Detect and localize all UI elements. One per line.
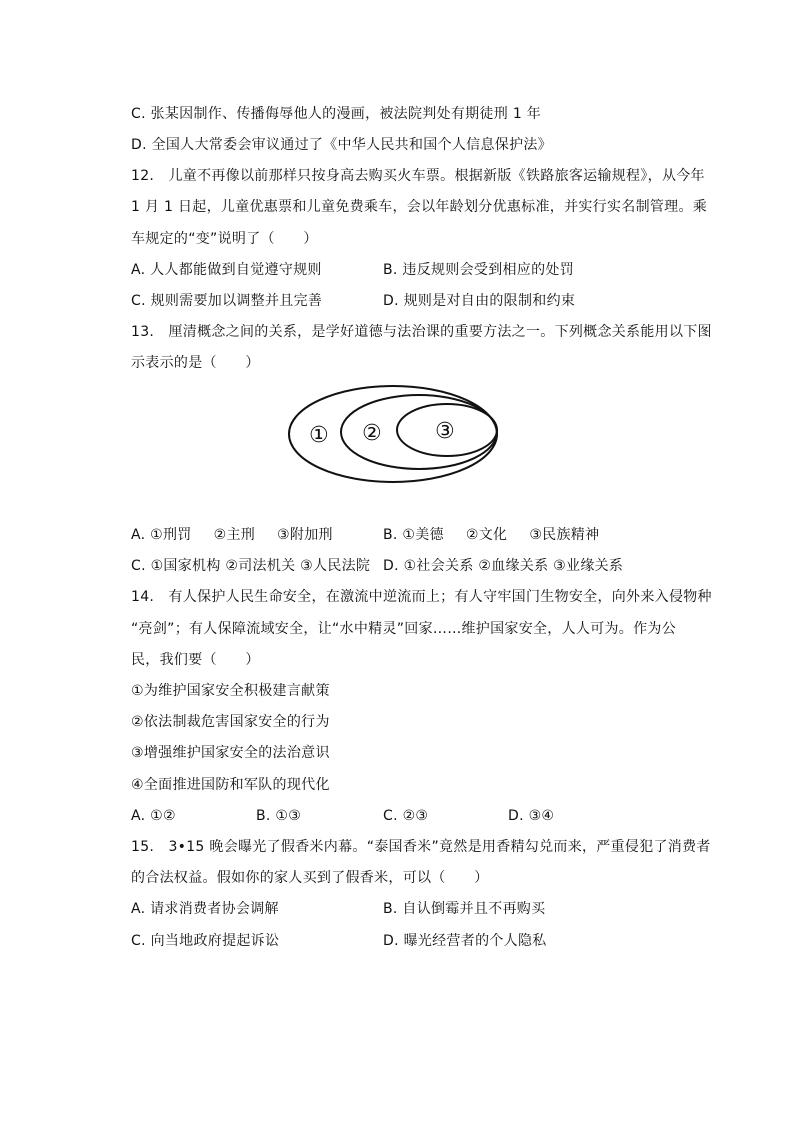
q13-option-d[interactable]: D. ①社会关系 ②血缘关系 ③业缘关系	[383, 558, 624, 574]
q12-stem-line-1: 12. 儿童不再像以前那样只按身高去购买火车票。根据新版《铁路旅客运输规程》，从今年	[131, 168, 705, 184]
q13-option-a-item-2: ②主刑	[213, 527, 256, 543]
nested-ellipses-diagram	[287, 384, 517, 484]
q14-option-a[interactable]: A. ①②	[131, 808, 176, 824]
q14-option-d[interactable]: D. ③④	[508, 808, 555, 824]
diagram-label-3: ③	[435, 419, 455, 444]
q14-item-2: ②依法制裁危害国家安全的行为	[131, 714, 330, 730]
q15-option-a[interactable]: A. 请求消费者协会调解	[131, 901, 279, 917]
q13-option-a-item-1: ①刑罚	[150, 527, 192, 543]
q11-option-d[interactable]: D. 全国人大常委会审议通过了《中华人民共和国个人信息保护法》	[131, 137, 552, 153]
q12-stem-line-2: 1 月 1 日起，儿童优惠票和儿童免费乘车，会以年龄划分优惠标准，并实行实名制管理。乘	[131, 199, 708, 215]
q14-stem-line-1: 14. 有人保护人民生命安全，在激流中逆流而上；有人守牢国门生物安全，向外来入侵物种	[131, 589, 712, 605]
q15-option-b[interactable]: B. 自认倒霉并且不再购买	[383, 901, 546, 917]
q14-stem-line-2: “亮剑”；有人保障流域安全，让“水中精灵”回家……维护国家安全，人人可为。作为公	[131, 621, 677, 637]
q14-stem-line-3: 民，我们要（ ）	[131, 652, 260, 668]
q14-item-1: ①为维护国家安全积极建言献策	[131, 683, 330, 699]
q13-stem-line-1: 13. 厘清概念之间的关系，是学好道德与法治课的重要方法之一。下列概念关系能用以下图	[131, 324, 712, 340]
q11-option-c[interactable]: C. 张某因制作、传播侮辱他人的漫画，被法院判处有期徒刑 1 年	[131, 106, 542, 122]
q14-option-b[interactable]: B. ①③	[256, 808, 302, 824]
q12-option-d[interactable]: D. 规则是对自由的限制和约束	[383, 293, 576, 309]
q14-item-3: ③增强维护国家安全的法治意识	[131, 745, 330, 761]
q12-option-a[interactable]: A. 人人都能做到自觉遵守规则	[131, 262, 322, 278]
q15-stem-line-2: 的合法权益。假如你的家人买到了假香米，可以（ ）	[131, 870, 489, 886]
q15-stem-line-1: 15. 3•15 晚会曝光了假香米内幕。“泰国香米”竟然是用香精勾兑而来，严重侵犯了消费者	[131, 839, 711, 855]
q14-option-c[interactable]: C. ②③	[383, 808, 429, 824]
q15-option-c[interactable]: C. 向当地政府提起诉讼	[131, 933, 280, 949]
q13-option-c[interactable]: C. ①国家机构 ②司法机关 ③人民法院	[131, 558, 371, 574]
q12-option-b[interactable]: B. 违反规则会受到相应的处罚	[383, 262, 575, 278]
q13-option-b-item-2: ②文化	[465, 527, 508, 543]
diagram-label-2: ②	[362, 421, 382, 446]
q13-option-a-item-3: ③附加刑	[277, 527, 333, 543]
q13-option-b[interactable]	[383, 525, 599, 545]
q13-option-b-item-3: ③民族精神	[529, 527, 600, 543]
q15-option-d[interactable]: D. 曝光经营者的个人隐私	[383, 933, 547, 949]
diagram-label-1: ①	[309, 423, 329, 448]
q14-item-4: ④全面推进国防和军队的现代化	[131, 777, 330, 793]
q13-option-a-prefix: A.	[131, 527, 151, 543]
q13-option-a[interactable]	[131, 525, 333, 545]
q13-option-b-prefix: B.	[383, 527, 403, 543]
q13-stem-line-2: 示表示的是（ ）	[131, 355, 260, 371]
q12-stem-line-3: 车规定的“变”说明了（ ）	[131, 231, 318, 247]
q12-option-c[interactable]: C. 规则需要加以调整并且完善	[131, 293, 323, 309]
q13-option-b-item-1: ①美德	[402, 527, 444, 543]
